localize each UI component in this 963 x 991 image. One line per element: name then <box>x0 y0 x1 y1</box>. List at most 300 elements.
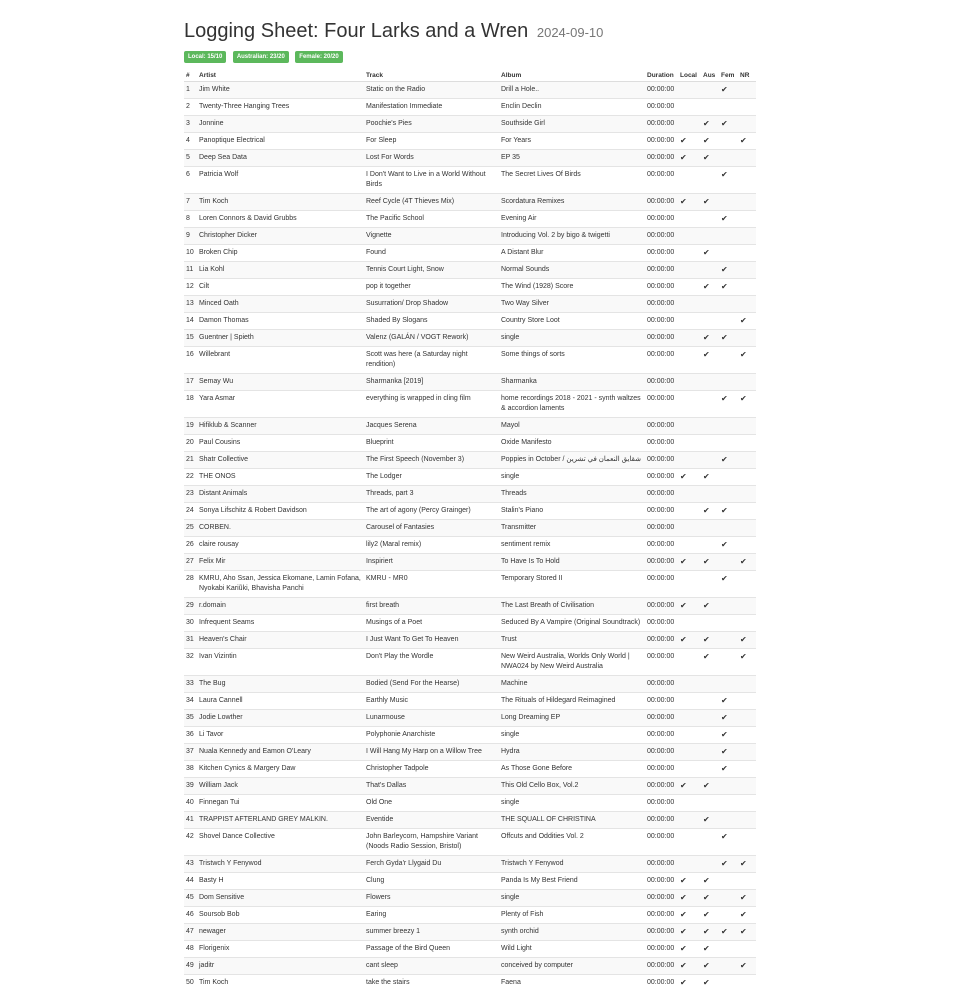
cell-nr-check <box>738 418 756 435</box>
cell-fem-check: ✔ <box>719 727 738 744</box>
table-row <box>184 598 756 615</box>
cell-artist: Jim White <box>197 82 364 99</box>
table-row <box>184 330 756 347</box>
cell-artist: Sonya Lifschitz & Robert Davidson <box>197 503 364 520</box>
cell-nr-check <box>738 167 756 194</box>
cell-aus-check <box>701 391 719 418</box>
table-row <box>184 116 756 133</box>
cell-aus-check <box>701 744 719 761</box>
cell-duration: 00:00:00 <box>645 82 678 99</box>
cell-number: 8 <box>184 211 197 228</box>
cell-aus-check <box>701 452 719 469</box>
cell-fem-check <box>719 469 738 486</box>
cell-track: everything is wrapped in cling film <box>364 391 499 418</box>
page-title <box>184 18 756 46</box>
cell-duration: 00:00:00 <box>645 537 678 554</box>
table-row <box>184 262 756 279</box>
cell-album: Trust <box>499 632 645 649</box>
cell-local-check <box>678 167 701 194</box>
cell-aus-check <box>701 615 719 632</box>
cell-fem-check <box>719 486 738 503</box>
cell-track: Old One <box>364 795 499 812</box>
cell-artist: Patricia Wolf <box>197 167 364 194</box>
cell-number: 20 <box>184 435 197 452</box>
cell-fem-check: ✔ <box>719 924 738 941</box>
cell-fem-check <box>719 347 738 374</box>
cell-duration: 00:00:00 <box>645 778 678 795</box>
cell-album: Temporary Stored II <box>499 571 645 598</box>
cell-artist: Ivan Vizintin <box>197 649 364 676</box>
title-text: Logging Sheet: Four Larks and a Wren <box>184 20 528 42</box>
col-aus: Aus <box>701 66 719 82</box>
table-header-row <box>184 66 756 82</box>
cell-fem-check: ✔ <box>719 116 738 133</box>
table-row <box>184 452 756 469</box>
cell-album: THE SQUALL OF CHRISTINA <box>499 812 645 829</box>
cell-duration: 00:00:00 <box>645 279 678 296</box>
cell-fem-check <box>719 907 738 924</box>
cell-duration: 00:00:00 <box>645 571 678 598</box>
cell-aus-check <box>701 537 719 554</box>
cell-nr-check <box>738 693 756 710</box>
cell-album: single <box>499 727 645 744</box>
cell-artist: Dom Sensitive <box>197 890 364 907</box>
table-row <box>184 537 756 554</box>
cell-artist: Felix Mir <box>197 554 364 571</box>
table-row <box>184 435 756 452</box>
cell-track: Polyphonie Anarchiste <box>364 727 499 744</box>
cell-nr-check <box>738 99 756 116</box>
cell-nr-check <box>738 82 756 99</box>
table-row <box>184 778 756 795</box>
cell-nr-check <box>738 744 756 761</box>
cell-fem-check <box>719 890 738 907</box>
cell-nr-check <box>738 435 756 452</box>
cell-fem-check <box>719 228 738 245</box>
cell-artist: Li Tavor <box>197 727 364 744</box>
cell-fem-check: ✔ <box>719 693 738 710</box>
cell-duration: 00:00:00 <box>645 975 678 991</box>
cell-track: Static on the Radio <box>364 82 499 99</box>
cell-aus-check: ✔ <box>701 778 719 795</box>
cell-local-check <box>678 211 701 228</box>
cell-artist: Jodie Lowther <box>197 710 364 727</box>
cell-nr-check <box>738 975 756 991</box>
cell-local-check <box>678 452 701 469</box>
cell-local-check <box>678 486 701 503</box>
cell-duration: 00:00:00 <box>645 693 678 710</box>
cell-nr-check <box>738 245 756 262</box>
cell-duration: 00:00:00 <box>645 486 678 503</box>
cell-duration: 00:00:00 <box>645 150 678 167</box>
table-row <box>184 82 756 99</box>
table-row <box>184 554 756 571</box>
cell-album: The Wind (1928) Score <box>499 279 645 296</box>
table-row <box>184 520 756 537</box>
cell-artist: Paul Cousins <box>197 435 364 452</box>
cell-album: For Years <box>499 133 645 150</box>
cell-album: Tristwch Y Fenywod <box>499 856 645 873</box>
logging-sheet <box>184 18 756 991</box>
cell-local-check <box>678 615 701 632</box>
cell-fem-check <box>719 150 738 167</box>
cell-track: cant sleep <box>364 958 499 975</box>
cell-track: Susurration/ Drop Shadow <box>364 296 499 313</box>
cell-artist: newager <box>197 924 364 941</box>
cell-number: 21 <box>184 452 197 469</box>
cell-local-check <box>678 649 701 676</box>
cell-local-check: ✔ <box>678 194 701 211</box>
cell-artist: William Jack <box>197 778 364 795</box>
cell-number: 33 <box>184 676 197 693</box>
cell-aus-check: ✔ <box>701 812 719 829</box>
australian-badge: Australian: 23/20 <box>233 51 289 63</box>
cell-artist: Yara Asmar <box>197 391 364 418</box>
cell-artist: Tim Koch <box>197 194 364 211</box>
cell-nr-check: ✔ <box>738 924 756 941</box>
cell-duration: 00:00:00 <box>645 676 678 693</box>
cell-album: synth orchid <box>499 924 645 941</box>
cell-aus-check: ✔ <box>701 598 719 615</box>
table-row <box>184 615 756 632</box>
cell-track: Passage of the Bird Queen <box>364 941 499 958</box>
cell-track: That's Dallas <box>364 778 499 795</box>
cell-aus-check <box>701 167 719 194</box>
cell-number: 19 <box>184 418 197 435</box>
cell-album: Offcuts and Oddities Vol. 2 <box>499 829 645 856</box>
cell-nr-check: ✔ <box>738 649 756 676</box>
cell-local-check: ✔ <box>678 907 701 924</box>
cell-aus-check <box>701 296 719 313</box>
cell-fem-check <box>719 418 738 435</box>
cell-artist: Hifiklub & Scanner <box>197 418 364 435</box>
cell-local-check: ✔ <box>678 778 701 795</box>
date-subtitle: 2024-09-10 <box>537 25 604 40</box>
cell-track: Tennis Court Light, Snow <box>364 262 499 279</box>
cell-album: Two Way Silver <box>499 296 645 313</box>
cell-duration: 00:00:00 <box>645 313 678 330</box>
cell-number: 3 <box>184 116 197 133</box>
cell-fem-check: ✔ <box>719 330 738 347</box>
cell-nr-check: ✔ <box>738 313 756 330</box>
cell-album: Mayol <box>499 418 645 435</box>
cell-number: 14 <box>184 313 197 330</box>
cell-aus-check: ✔ <box>701 116 719 133</box>
table-row <box>184 975 756 991</box>
cell-track: first breath <box>364 598 499 615</box>
cell-nr-check <box>738 778 756 795</box>
cell-track: John Barleycorn, Hampshire Variant (Noods Radio Session, Bristol) <box>364 829 499 856</box>
cell-artist: Florigenix <box>197 941 364 958</box>
cell-aus-check: ✔ <box>701 958 719 975</box>
cell-duration: 00:00:00 <box>645 469 678 486</box>
cell-aus-check <box>701 262 719 279</box>
cell-local-check: ✔ <box>678 598 701 615</box>
cell-artist: Deep Sea Data <box>197 150 364 167</box>
table-row <box>184 228 756 245</box>
cell-fem-check <box>719 374 738 391</box>
table-row <box>184 649 756 676</box>
cell-number: 31 <box>184 632 197 649</box>
cell-track: Poochie's Pies <box>364 116 499 133</box>
cell-artist: Loren Connors & David Grubbs <box>197 211 364 228</box>
table-row <box>184 469 756 486</box>
cell-album: The Secret Lives Of Birds <box>499 167 645 194</box>
cell-number: 35 <box>184 710 197 727</box>
cell-fem-check <box>719 133 738 150</box>
cell-number: 18 <box>184 391 197 418</box>
cell-album: Long Dreaming EP <box>499 710 645 727</box>
cell-artist: Infrequent Seams <box>197 615 364 632</box>
cell-duration: 00:00:00 <box>645 194 678 211</box>
cell-number: 28 <box>184 571 197 598</box>
cell-number: 23 <box>184 486 197 503</box>
cell-artist: KMRU, Aho Ssan, Jessica Ekomane, Lamin Fofana, Nyokabi Kariũki, Bhavisha Panchi <box>197 571 364 598</box>
cell-duration: 00:00:00 <box>645 615 678 632</box>
cell-nr-check <box>738 279 756 296</box>
cell-album: Transmitter <box>499 520 645 537</box>
cell-nr-check <box>738 330 756 347</box>
cell-album: Some things of sorts <box>499 347 645 374</box>
cell-local-check <box>678 537 701 554</box>
cell-album: Threads <box>499 486 645 503</box>
cell-duration: 00:00:00 <box>645 116 678 133</box>
cell-fem-check: ✔ <box>719 571 738 598</box>
cell-nr-check <box>738 150 756 167</box>
cell-fem-check <box>719 873 738 890</box>
table-row <box>184 693 756 710</box>
table-row <box>184 503 756 520</box>
cell-album: Panda Is My Best Friend <box>499 873 645 890</box>
cell-number: 40 <box>184 795 197 812</box>
cell-duration: 00:00:00 <box>645 418 678 435</box>
cell-aus-check <box>701 211 719 228</box>
cell-album: Wild Light <box>499 941 645 958</box>
cell-fem-check <box>719 245 738 262</box>
cell-fem-check <box>719 598 738 615</box>
cell-track: The Pacific School <box>364 211 499 228</box>
badge-row <box>184 51 756 63</box>
cell-aus-check: ✔ <box>701 554 719 571</box>
cell-duration: 00:00:00 <box>645 727 678 744</box>
cell-nr-check <box>738 374 756 391</box>
cell-aus-check <box>701 486 719 503</box>
table-row <box>184 907 756 924</box>
cell-track: summer breezy 1 <box>364 924 499 941</box>
cell-artist: Soursob Bob <box>197 907 364 924</box>
cell-artist: The Bug <box>197 676 364 693</box>
cell-artist: r.domain <box>197 598 364 615</box>
cell-artist: jaditr <box>197 958 364 975</box>
cell-track: Ferch Gyda'r Llygaid Du <box>364 856 499 873</box>
cell-fem-check <box>719 99 738 116</box>
cell-artist: Shovel Dance Collective <box>197 829 364 856</box>
cell-album: Southside Girl <box>499 116 645 133</box>
cell-album: As Those Gone Before <box>499 761 645 778</box>
cell-track: I Just Want To Get To Heaven <box>364 632 499 649</box>
table-row <box>184 632 756 649</box>
cell-aus-check <box>701 676 719 693</box>
cell-aus-check: ✔ <box>701 873 719 890</box>
cell-number: 15 <box>184 330 197 347</box>
cell-fem-check <box>719 520 738 537</box>
cell-track: Eventide <box>364 812 499 829</box>
cell-artist: Minced Oath <box>197 296 364 313</box>
cell-duration: 00:00:00 <box>645 211 678 228</box>
cell-nr-check: ✔ <box>738 958 756 975</box>
cell-local-check <box>678 374 701 391</box>
cell-fem-check <box>719 615 738 632</box>
cell-aus-check: ✔ <box>701 649 719 676</box>
cell-aus-check: ✔ <box>701 632 719 649</box>
cell-album: Faena <box>499 975 645 991</box>
cell-track: pop it together <box>364 279 499 296</box>
cell-track: Bodied (Send For the Hearse) <box>364 676 499 693</box>
cell-nr-check <box>738 262 756 279</box>
cell-number: 34 <box>184 693 197 710</box>
table-row <box>184 99 756 116</box>
table-row <box>184 167 756 194</box>
cell-nr-check <box>738 520 756 537</box>
cell-number: 48 <box>184 941 197 958</box>
cell-duration: 00:00:00 <box>645 873 678 890</box>
cell-number: 25 <box>184 520 197 537</box>
cell-duration: 00:00:00 <box>645 330 678 347</box>
cell-local-check: ✔ <box>678 958 701 975</box>
cell-duration: 00:00:00 <box>645 829 678 856</box>
cell-nr-check <box>738 469 756 486</box>
col-local: Local <box>678 66 701 82</box>
table-row <box>184 761 756 778</box>
cell-fem-check: ✔ <box>719 167 738 194</box>
cell-track: Vignette <box>364 228 499 245</box>
cell-artist: Semay Wu <box>197 374 364 391</box>
cell-fem-check: ✔ <box>719 537 738 554</box>
cell-local-check <box>678 856 701 873</box>
cell-fem-check <box>719 313 738 330</box>
cell-album: New Weird Australia, Worlds Only World | NWA024 by New Weird Australia <box>499 649 645 676</box>
cell-aus-check: ✔ <box>701 194 719 211</box>
cell-track: The art of agony (Percy Grainger) <box>364 503 499 520</box>
cell-duration: 00:00:00 <box>645 452 678 469</box>
table-row <box>184 391 756 418</box>
cell-duration: 00:00:00 <box>645 520 678 537</box>
cell-duration: 00:00:00 <box>645 958 678 975</box>
cell-nr-check <box>738 941 756 958</box>
cell-nr-check <box>738 710 756 727</box>
cell-nr-check: ✔ <box>738 347 756 374</box>
cell-track: Valenz (GALÁN / VOGT Rework) <box>364 330 499 347</box>
table-row <box>184 727 756 744</box>
cell-local-check <box>678 727 701 744</box>
col-track: Track <box>364 66 499 82</box>
cell-duration: 00:00:00 <box>645 761 678 778</box>
cell-track: The First Speech (November 3) <box>364 452 499 469</box>
cell-fem-check: ✔ <box>719 856 738 873</box>
cell-track: Blueprint <box>364 435 499 452</box>
cell-track: Scott was here (a Saturday night rendition) <box>364 347 499 374</box>
cell-duration: 00:00:00 <box>645 391 678 418</box>
table-row <box>184 829 756 856</box>
cell-album: Poppies in October / شقايق النعمان في تشرين <box>499 452 645 469</box>
cell-local-check <box>678 744 701 761</box>
cell-local-check <box>678 571 701 598</box>
cell-duration: 00:00:00 <box>645 744 678 761</box>
table-row <box>184 279 756 296</box>
cell-nr-check <box>738 615 756 632</box>
cell-local-check: ✔ <box>678 133 701 150</box>
table-row <box>184 374 756 391</box>
cell-number: 41 <box>184 812 197 829</box>
table-row <box>184 313 756 330</box>
cell-aus-check <box>701 520 719 537</box>
cell-album: Stalin's Piano <box>499 503 645 520</box>
cell-number: 11 <box>184 262 197 279</box>
cell-track: I Will Hang My Harp on a Willow Tree <box>364 744 499 761</box>
cell-fem-check: ✔ <box>719 744 738 761</box>
cell-duration: 00:00:00 <box>645 649 678 676</box>
cell-number: 5 <box>184 150 197 167</box>
cell-artist: Tristwch Y Fenywod <box>197 856 364 873</box>
cell-nr-check <box>738 503 756 520</box>
cell-track: Lost For Words <box>364 150 499 167</box>
cell-aus-check: ✔ <box>701 924 719 941</box>
cell-nr-check <box>738 116 756 133</box>
cell-album: Normal Sounds <box>499 262 645 279</box>
cell-fem-check <box>719 975 738 991</box>
cell-album: The Rituals of Hildegard Reimagined <box>499 693 645 710</box>
table-row <box>184 571 756 598</box>
cell-track: Inspiriert <box>364 554 499 571</box>
cell-album: EP 35 <box>499 150 645 167</box>
cell-artist: Lia Kohl <box>197 262 364 279</box>
cell-nr-check <box>738 598 756 615</box>
cell-nr-check: ✔ <box>738 856 756 873</box>
cell-number: 7 <box>184 194 197 211</box>
cell-local-check <box>678 330 701 347</box>
cell-duration: 00:00:00 <box>645 99 678 116</box>
cell-fem-check <box>719 296 738 313</box>
col-album: Album <box>499 66 645 82</box>
cell-fem-check: ✔ <box>719 279 738 296</box>
cell-local-check <box>678 262 701 279</box>
cell-local-check <box>678 418 701 435</box>
cell-album: single <box>499 890 645 907</box>
cell-album: A Distant Blur <box>499 245 645 262</box>
cell-album: Drill a Hole.. <box>499 82 645 99</box>
cell-number: 6 <box>184 167 197 194</box>
cell-local-check <box>678 99 701 116</box>
cell-number: 43 <box>184 856 197 873</box>
cell-number: 47 <box>184 924 197 941</box>
table-row <box>184 958 756 975</box>
cell-album: Enclin Declin <box>499 99 645 116</box>
cell-album: Plenty of Fish <box>499 907 645 924</box>
cell-album: Sharmanka <box>499 374 645 391</box>
cell-nr-check: ✔ <box>738 554 756 571</box>
cell-nr-check: ✔ <box>738 133 756 150</box>
cell-artist: Tim Koch <box>197 975 364 991</box>
table-row <box>184 812 756 829</box>
cell-album: Introducing Vol. 2 by bigo & twigetti <box>499 228 645 245</box>
cell-number: 1 <box>184 82 197 99</box>
cell-nr-check <box>738 727 756 744</box>
cell-fem-check: ✔ <box>719 452 738 469</box>
cell-local-check <box>678 435 701 452</box>
cell-aus-check <box>701 727 719 744</box>
table-row <box>184 347 756 374</box>
table-body <box>184 82 756 991</box>
